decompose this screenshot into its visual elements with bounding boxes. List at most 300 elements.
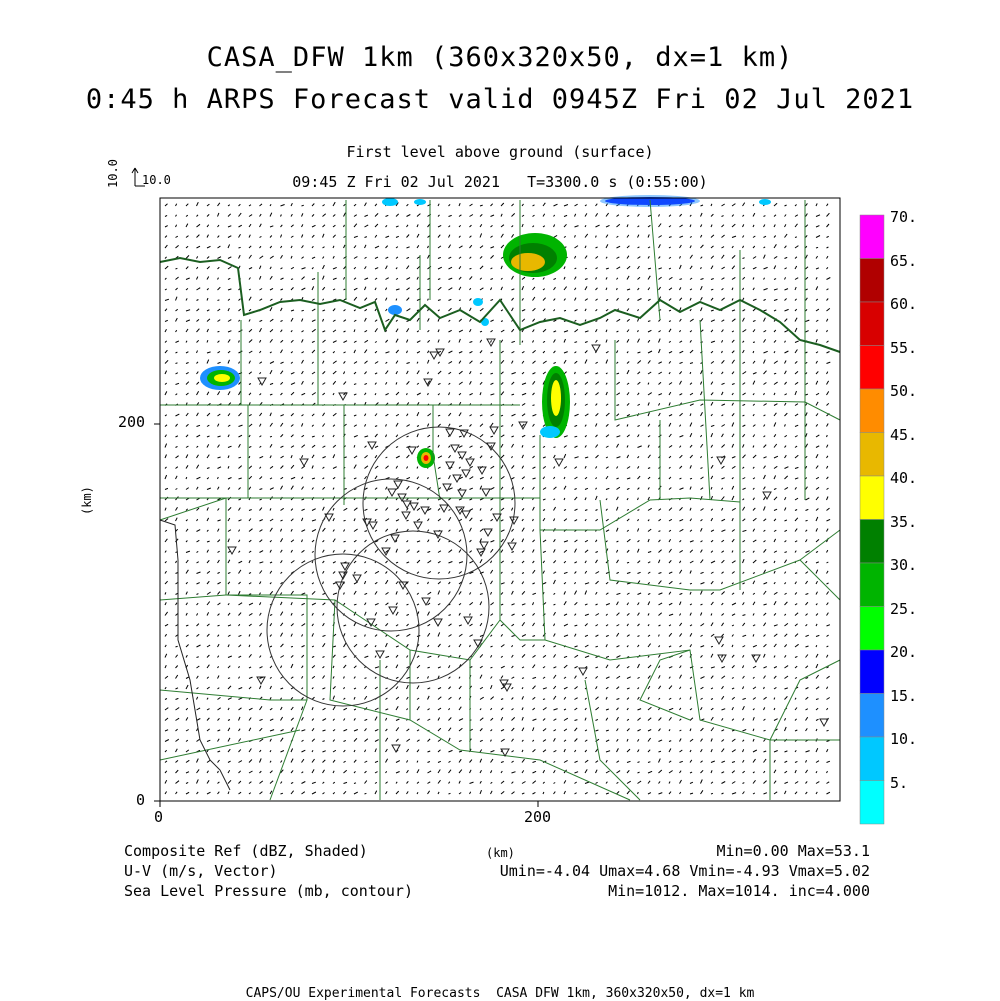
wind-vector — [407, 266, 409, 269]
wind-vector — [396, 761, 400, 763]
wind-vector — [428, 709, 430, 710]
wind-vector — [638, 319, 639, 322]
wind-vector — [575, 246, 579, 248]
wind-vector — [270, 591, 273, 594]
wind-vector — [753, 540, 756, 542]
wind-vector — [606, 665, 608, 668]
wind-vector — [575, 761, 578, 762]
wind-vector — [564, 718, 568, 720]
wind-vector — [270, 540, 272, 542]
wind-vector — [354, 267, 356, 269]
wind-vector — [197, 391, 199, 395]
wind-vector — [438, 780, 441, 783]
wind-vector — [585, 445, 586, 447]
wind-vector — [564, 477, 565, 479]
wind-vector — [438, 204, 439, 206]
station-marker — [339, 393, 347, 400]
wind-vector — [312, 792, 316, 794]
wind-vector — [533, 205, 535, 206]
wind-vector — [575, 256, 576, 259]
wind-vector — [176, 507, 178, 510]
wind-vector — [281, 550, 283, 553]
wind-vector — [743, 499, 745, 500]
wind-vector — [354, 372, 356, 374]
station-marker — [403, 501, 411, 508]
wind-vector — [543, 740, 546, 742]
wind-vector — [659, 770, 662, 773]
wind-vector — [732, 340, 734, 343]
wind-vector — [323, 457, 326, 459]
wind-vector — [260, 413, 262, 416]
wind-vector — [774, 613, 776, 615]
wind-vector — [627, 455, 629, 458]
wind-vector — [197, 666, 200, 668]
wind-vector — [753, 277, 754, 279]
wind-vector — [711, 592, 714, 594]
wind-vector — [354, 697, 355, 699]
wind-vector — [207, 612, 209, 615]
wind-vector — [386, 561, 388, 563]
colorbar-label: 15. — [890, 686, 918, 705]
wind-vector — [270, 329, 273, 332]
wind-vector — [260, 602, 261, 605]
wind-vector — [165, 488, 168, 489]
wind-vector — [407, 340, 408, 343]
wind-vector — [638, 372, 641, 374]
wind-vector — [501, 245, 504, 248]
wind-vector — [690, 677, 692, 679]
wind-vector — [753, 361, 755, 364]
county-boundaries — [160, 200, 840, 800]
wind-vector — [207, 698, 208, 700]
wind-vector — [659, 531, 661, 532]
wind-vector — [690, 592, 691, 595]
wind-vector — [711, 402, 713, 405]
wind-vector — [333, 445, 336, 447]
wind-vector — [312, 676, 315, 678]
wind-vector — [260, 571, 262, 574]
wind-vector — [407, 499, 409, 501]
wind-vector — [606, 309, 608, 311]
wind-vector — [638, 393, 640, 395]
wind-vector — [575, 497, 578, 500]
wind-vector — [711, 646, 713, 647]
wind-vector — [627, 530, 629, 531]
wind-vector — [743, 298, 744, 301]
wind-vector — [344, 204, 346, 206]
wind-vector — [774, 708, 775, 710]
wind-vector — [239, 362, 240, 364]
wind-vector — [302, 666, 304, 668]
wind-vector — [165, 425, 167, 427]
wind-vector — [512, 329, 514, 332]
wind-vector — [417, 519, 420, 521]
wind-vector — [249, 340, 252, 343]
wind-vector — [438, 267, 442, 269]
wind-vector — [449, 677, 451, 679]
wind-vector — [491, 624, 494, 626]
wind-vector — [239, 508, 241, 511]
wind-vector — [417, 541, 420, 542]
wind-vector — [438, 383, 441, 384]
wind-vector — [701, 435, 702, 437]
wind-vector — [491, 570, 493, 574]
wind-vector — [617, 602, 619, 605]
wind-vector — [491, 708, 492, 710]
wind-vector — [806, 214, 808, 217]
wind-vector — [764, 719, 766, 721]
wind-vector — [596, 707, 599, 710]
wind-vector — [228, 456, 229, 459]
wind-vector — [354, 718, 355, 720]
wind-vector — [270, 614, 272, 615]
wind-vector — [228, 560, 230, 563]
wind-vector — [638, 235, 639, 238]
wind-vector — [543, 551, 546, 552]
wind-vector — [186, 477, 187, 479]
wind-vector — [260, 530, 263, 532]
wind-vector — [669, 237, 672, 238]
wind-vector — [312, 633, 314, 636]
wind-vector — [795, 750, 796, 752]
wind-vector — [428, 318, 430, 321]
wind-vector — [239, 624, 240, 626]
wind-vector — [816, 687, 819, 689]
wind-vector — [711, 372, 712, 374]
wind-vector — [323, 582, 324, 584]
wind-vector — [638, 739, 639, 741]
wind-vector — [596, 635, 599, 637]
wind-vector — [270, 299, 272, 300]
wind-vector — [365, 761, 368, 763]
wind-vector — [512, 624, 514, 626]
wind-vector — [239, 435, 243, 437]
wind-vector — [449, 717, 452, 720]
wind-vector — [375, 740, 379, 742]
wind-vector — [522, 782, 526, 784]
wind-vector — [627, 266, 630, 269]
wind-vector — [701, 488, 704, 490]
wind-vector — [281, 508, 284, 510]
wind-vector — [732, 372, 734, 374]
wind-vector — [648, 393, 652, 395]
wind-vector — [795, 551, 796, 553]
wind-vector — [638, 266, 640, 269]
wind-vector — [701, 444, 703, 447]
wind-vector — [176, 277, 179, 280]
wind-vector — [606, 299, 608, 300]
wind-vector — [690, 393, 693, 395]
wind-vector — [533, 686, 536, 689]
wind-vector — [816, 517, 818, 521]
wind-vector — [522, 539, 524, 542]
wind-vector — [806, 509, 809, 510]
wind-vector — [260, 362, 262, 364]
wind-vector — [732, 655, 734, 658]
wind-vector — [281, 423, 283, 427]
wind-vector — [554, 225, 555, 228]
wind-vector — [543, 699, 545, 700]
wind-vector — [165, 475, 167, 479]
station-marker — [376, 651, 384, 658]
wind-vector — [732, 277, 735, 279]
wind-vector — [281, 793, 283, 794]
wind-vector — [365, 781, 367, 784]
wind-vector — [522, 740, 523, 742]
wind-vector — [302, 339, 304, 342]
wind-vector — [816, 528, 818, 531]
colorbar-label: 60. — [890, 295, 918, 313]
wind-vector — [617, 550, 618, 553]
wind-vector — [669, 749, 671, 753]
wind-vector — [491, 225, 493, 227]
wind-vector — [449, 517, 451, 521]
wind-vector — [428, 739, 431, 742]
wind-vector — [197, 382, 199, 385]
wind-vector — [344, 213, 346, 217]
wind-vector — [249, 268, 252, 270]
wind-vector — [764, 404, 767, 406]
wind-vector — [806, 373, 808, 375]
wind-vector — [627, 624, 629, 626]
wind-vector — [816, 320, 818, 321]
wind-vector — [365, 340, 368, 342]
wind-vector — [386, 519, 390, 521]
wind-vector — [690, 465, 691, 468]
wind-vector — [197, 235, 200, 238]
wind-vector — [228, 466, 229, 468]
wind-vector — [375, 328, 378, 332]
wind-vector — [564, 635, 568, 637]
colorbar-label: 20. — [890, 643, 918, 661]
wind-vector — [270, 394, 272, 395]
wind-vector — [753, 560, 756, 563]
wind-vector — [249, 235, 250, 238]
wind-vector — [291, 214, 292, 216]
wind-vector — [428, 751, 431, 752]
wind-vector — [312, 624, 314, 626]
wind-vector — [218, 477, 219, 479]
wind-vector — [165, 708, 168, 710]
wind-vector — [365, 424, 366, 426]
wind-vector — [669, 341, 671, 342]
wind-vector — [197, 769, 200, 773]
wind-vector — [533, 761, 536, 762]
wind-vector — [554, 572, 557, 574]
wind-vector — [312, 436, 315, 437]
wind-vector — [207, 760, 210, 762]
wind-vector — [764, 623, 766, 626]
wind-vector — [701, 550, 703, 553]
wind-vector — [659, 759, 661, 763]
wind-vector — [627, 498, 628, 500]
wind-vector — [470, 551, 472, 553]
wind-vector — [774, 539, 776, 542]
wind-vector — [564, 572, 568, 573]
wind-vector — [533, 487, 535, 490]
wind-vector — [617, 224, 620, 227]
wind-vector — [501, 310, 503, 311]
wind-vector — [386, 435, 387, 437]
wind-vector — [428, 246, 429, 248]
wind-vector — [491, 236, 493, 238]
wind-vector — [669, 708, 673, 710]
wind-vector — [365, 686, 367, 689]
wind-vector — [753, 488, 754, 490]
wind-vector — [480, 559, 482, 563]
wind-vector — [795, 782, 798, 784]
wind-vector — [333, 341, 337, 343]
wind-vector — [365, 257, 367, 258]
wind-vector — [743, 706, 745, 710]
wind-vector — [239, 540, 240, 542]
wind-vector — [638, 781, 642, 784]
wind-vector — [711, 634, 714, 636]
wind-vector — [659, 686, 661, 689]
wind-vector — [680, 666, 682, 669]
wind-vector — [396, 329, 398, 332]
wind-vector — [417, 656, 419, 658]
wind-vector — [480, 594, 483, 595]
wind-vector — [585, 519, 586, 521]
wind-vector — [606, 593, 608, 595]
wind-vector — [753, 213, 755, 216]
wind-vector — [701, 677, 705, 679]
wind-vector — [722, 225, 724, 227]
wind-vector — [554, 593, 556, 594]
wind-vector — [323, 276, 325, 280]
wind-vector — [533, 340, 534, 342]
wind-vector — [186, 520, 188, 522]
wind-vector — [564, 541, 568, 542]
wind-vector — [575, 614, 577, 616]
wind-vector — [270, 362, 274, 364]
wind-vector — [333, 246, 334, 248]
wind-vector — [669, 698, 671, 699]
wind-vector — [764, 383, 767, 385]
wind-vector — [753, 467, 754, 469]
wind-vector — [680, 330, 681, 332]
wind-vector — [470, 361, 473, 364]
wind-vector — [795, 382, 798, 384]
wind-vector — [785, 455, 787, 458]
wind-vector — [386, 487, 388, 490]
colorbar-label: 5. — [890, 773, 909, 792]
wind-vector — [270, 276, 272, 279]
wind-vector — [333, 655, 335, 658]
wind-vector — [165, 539, 167, 542]
station-marker — [388, 489, 396, 496]
wind-vector — [627, 698, 629, 700]
wind-vector — [480, 233, 482, 237]
wind-vector — [470, 477, 474, 479]
station-marker — [392, 745, 400, 752]
wind-vector — [512, 698, 514, 700]
wind-vector — [659, 339, 661, 343]
wind-vector — [606, 467, 609, 469]
wind-vector — [659, 718, 662, 721]
wind-vector — [659, 655, 661, 658]
wind-vector — [617, 382, 620, 384]
wind-vector — [249, 728, 251, 731]
wind-vector — [627, 770, 629, 773]
wind-vector — [218, 267, 220, 269]
wind-vector — [375, 772, 378, 773]
wind-vector — [407, 215, 411, 217]
wind-vector — [459, 591, 461, 594]
wind-vector — [722, 718, 724, 720]
wind-vector — [827, 456, 828, 458]
wind-vector — [680, 593, 683, 594]
reflectivity-cell-east — [540, 366, 570, 438]
wind-vector — [533, 740, 534, 742]
wind-vector — [417, 277, 418, 280]
wind-vector — [228, 267, 232, 270]
wind-vector — [207, 225, 209, 227]
wind-vector — [564, 656, 567, 657]
wind-vector — [470, 518, 473, 521]
wind-vector — [606, 424, 608, 426]
wind-vector — [680, 750, 683, 752]
wind-vector — [197, 246, 201, 248]
wind-vector — [302, 277, 305, 280]
wind-vector — [533, 424, 535, 426]
wind-vector — [701, 604, 703, 605]
wind-vector — [186, 372, 189, 374]
wind-vector — [648, 552, 651, 553]
wind-vector — [207, 677, 209, 679]
wind-vector — [575, 720, 578, 721]
wind-vector — [816, 570, 818, 574]
wind-vector — [543, 792, 544, 794]
wind-vector — [165, 226, 168, 227]
wind-vector — [554, 634, 556, 637]
wind-vector — [470, 236, 472, 238]
wind-vector — [690, 782, 693, 783]
wind-vector — [690, 739, 693, 741]
wind-vector — [543, 782, 545, 784]
wind-vector — [281, 330, 283, 332]
wind-vector — [638, 257, 641, 259]
wind-vector — [459, 603, 461, 605]
wind-vector — [365, 771, 367, 773]
wind-vector — [617, 699, 620, 700]
reflectivity-cell-center — [417, 448, 435, 468]
wind-vector — [533, 446, 535, 448]
wind-vector — [396, 320, 398, 322]
wind-vector — [701, 687, 704, 689]
wind-vector — [522, 750, 523, 752]
wind-vector — [543, 298, 546, 301]
wind-vector — [438, 561, 441, 563]
wind-vector — [806, 331, 809, 332]
wind-vector — [291, 582, 294, 585]
wind-vector — [323, 205, 325, 207]
wind-vector — [501, 699, 503, 700]
wind-vector — [228, 320, 231, 322]
wind-vector — [743, 740, 745, 742]
wind-vector — [711, 246, 714, 248]
wind-vector — [816, 592, 818, 595]
wind-vector — [596, 572, 600, 574]
wind-vector — [312, 759, 315, 762]
wind-vector — [722, 696, 724, 699]
wind-vector — [554, 612, 556, 615]
wind-vector — [470, 288, 471, 290]
wind-vector — [344, 740, 346, 741]
wind-vector — [249, 529, 253, 532]
wind-vector — [680, 245, 682, 248]
